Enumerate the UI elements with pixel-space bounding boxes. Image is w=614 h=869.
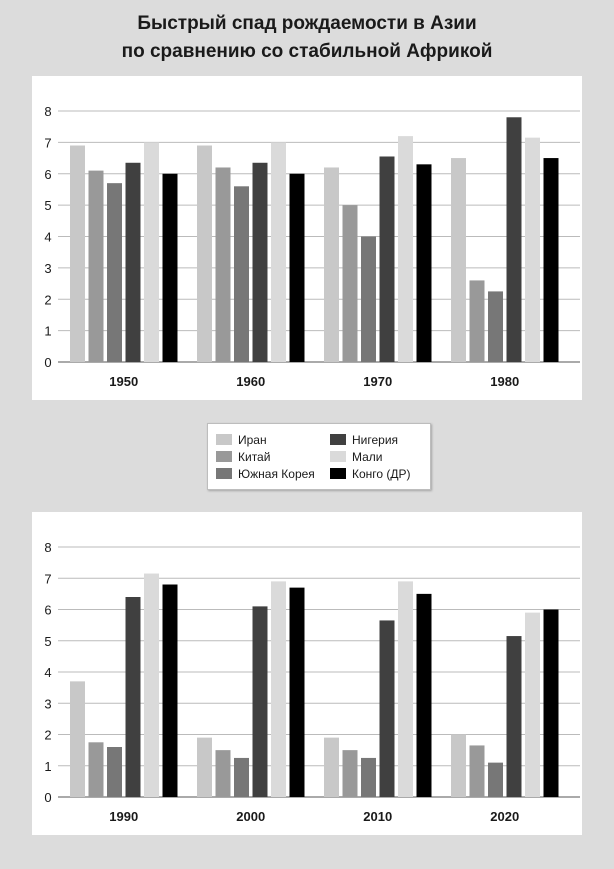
bar — [324, 167, 339, 362]
bar — [525, 613, 540, 797]
x-tick-label: 2000 — [236, 809, 266, 824]
bar — [488, 291, 503, 362]
x-tick-label: 1980 — [490, 374, 520, 389]
y-tick-label: 8 — [44, 104, 52, 119]
legend-item — [330, 465, 411, 482]
x-tick-label: 1950 — [109, 374, 139, 389]
bar — [380, 156, 395, 362]
legend-label: Китай — [238, 449, 271, 464]
y-tick-label: 2 — [44, 292, 52, 308]
legend-item — [216, 431, 315, 448]
x-tick-label: 2010 — [363, 809, 393, 824]
bar — [163, 585, 178, 798]
title-line-2: по сравнению со стабильной Африкой — [121, 41, 493, 62]
y-tick-label: 4 — [44, 229, 52, 245]
bar — [417, 594, 432, 797]
legend-item — [330, 431, 411, 448]
y-tick-label: 1 — [44, 758, 52, 774]
y-tick-label: 8 — [44, 540, 52, 555]
bar — [417, 164, 432, 362]
legend-label: Иран — [238, 432, 267, 447]
legend-item — [216, 448, 315, 465]
bar — [361, 237, 376, 363]
chart-panel-1990-2020 — [32, 512, 582, 835]
legend-column-1 — [216, 431, 315, 482]
bar — [271, 142, 286, 362]
legend-label: Южная Корея — [238, 466, 315, 481]
bar-chart-bottom — [32, 512, 582, 835]
legend-swatch — [330, 468, 346, 479]
legend-swatch — [330, 451, 346, 462]
legend — [207, 423, 431, 490]
legend-swatch — [216, 451, 232, 462]
bar — [197, 146, 212, 362]
y-tick-label: 1 — [44, 323, 52, 339]
bar — [70, 146, 85, 362]
bar — [253, 606, 268, 797]
bar — [216, 750, 231, 797]
bar — [107, 747, 122, 797]
legend-label: Нигерия — [352, 432, 399, 447]
bar — [144, 142, 159, 362]
bar — [361, 758, 376, 797]
chart-panel-1950-1980 — [32, 76, 582, 400]
legend-swatch — [330, 434, 346, 445]
bar — [544, 158, 559, 362]
bar — [488, 763, 503, 797]
bar — [144, 574, 159, 797]
bar — [89, 171, 104, 362]
y-tick-label: 2 — [44, 727, 52, 743]
bar — [451, 735, 466, 798]
legend-swatch — [216, 434, 232, 445]
title-line-1: Быстрый спад рождаемости в Азии — [137, 13, 477, 34]
y-tick-label: 5 — [44, 198, 52, 214]
bar — [470, 745, 485, 797]
bar — [398, 581, 413, 797]
legend-label: Конго (ДР) — [352, 466, 411, 481]
legend-item — [216, 465, 315, 482]
x-tick-label: 2020 — [490, 809, 520, 824]
y-tick-label: 3 — [44, 696, 52, 712]
bar — [507, 636, 522, 797]
bar — [271, 581, 286, 797]
bar — [343, 750, 358, 797]
bar — [290, 174, 305, 362]
legend-item — [330, 448, 411, 465]
bar — [290, 588, 305, 797]
y-tick-label: 7 — [44, 571, 52, 587]
bar — [89, 742, 104, 797]
legend-column-2 — [330, 431, 411, 482]
x-tick-label: 1970 — [363, 374, 393, 389]
bar — [126, 597, 141, 797]
bar — [451, 158, 466, 362]
bar — [380, 620, 395, 797]
bar — [126, 163, 141, 362]
x-tick-label: 1990 — [109, 809, 139, 824]
y-tick-label: 4 — [44, 665, 52, 680]
bar — [234, 758, 249, 797]
bar — [253, 163, 268, 362]
bar — [525, 138, 540, 362]
bar — [324, 738, 339, 797]
legend-swatch — [216, 468, 232, 479]
bar — [163, 174, 178, 362]
y-tick-label: 3 — [44, 260, 52, 276]
bar — [234, 186, 249, 362]
x-tick-label: 1960 — [236, 374, 266, 389]
bar — [398, 136, 413, 362]
bar — [343, 205, 358, 362]
bar — [197, 738, 212, 797]
bar — [107, 183, 122, 362]
bar — [544, 610, 559, 798]
bar — [216, 167, 231, 362]
legend-label: Мали — [352, 449, 383, 464]
chart-title — [0, 10, 614, 66]
y-tick-label: 0 — [44, 790, 52, 805]
bar — [470, 280, 485, 362]
y-tick-label: 0 — [44, 355, 52, 370]
y-tick-label: 5 — [44, 633, 52, 649]
bar — [70, 681, 85, 797]
bar-chart-top — [32, 76, 582, 400]
y-tick-label: 6 — [44, 166, 52, 182]
y-tick-label: 7 — [44, 135, 52, 151]
bar — [507, 117, 522, 362]
y-tick-label: 6 — [44, 602, 52, 618]
